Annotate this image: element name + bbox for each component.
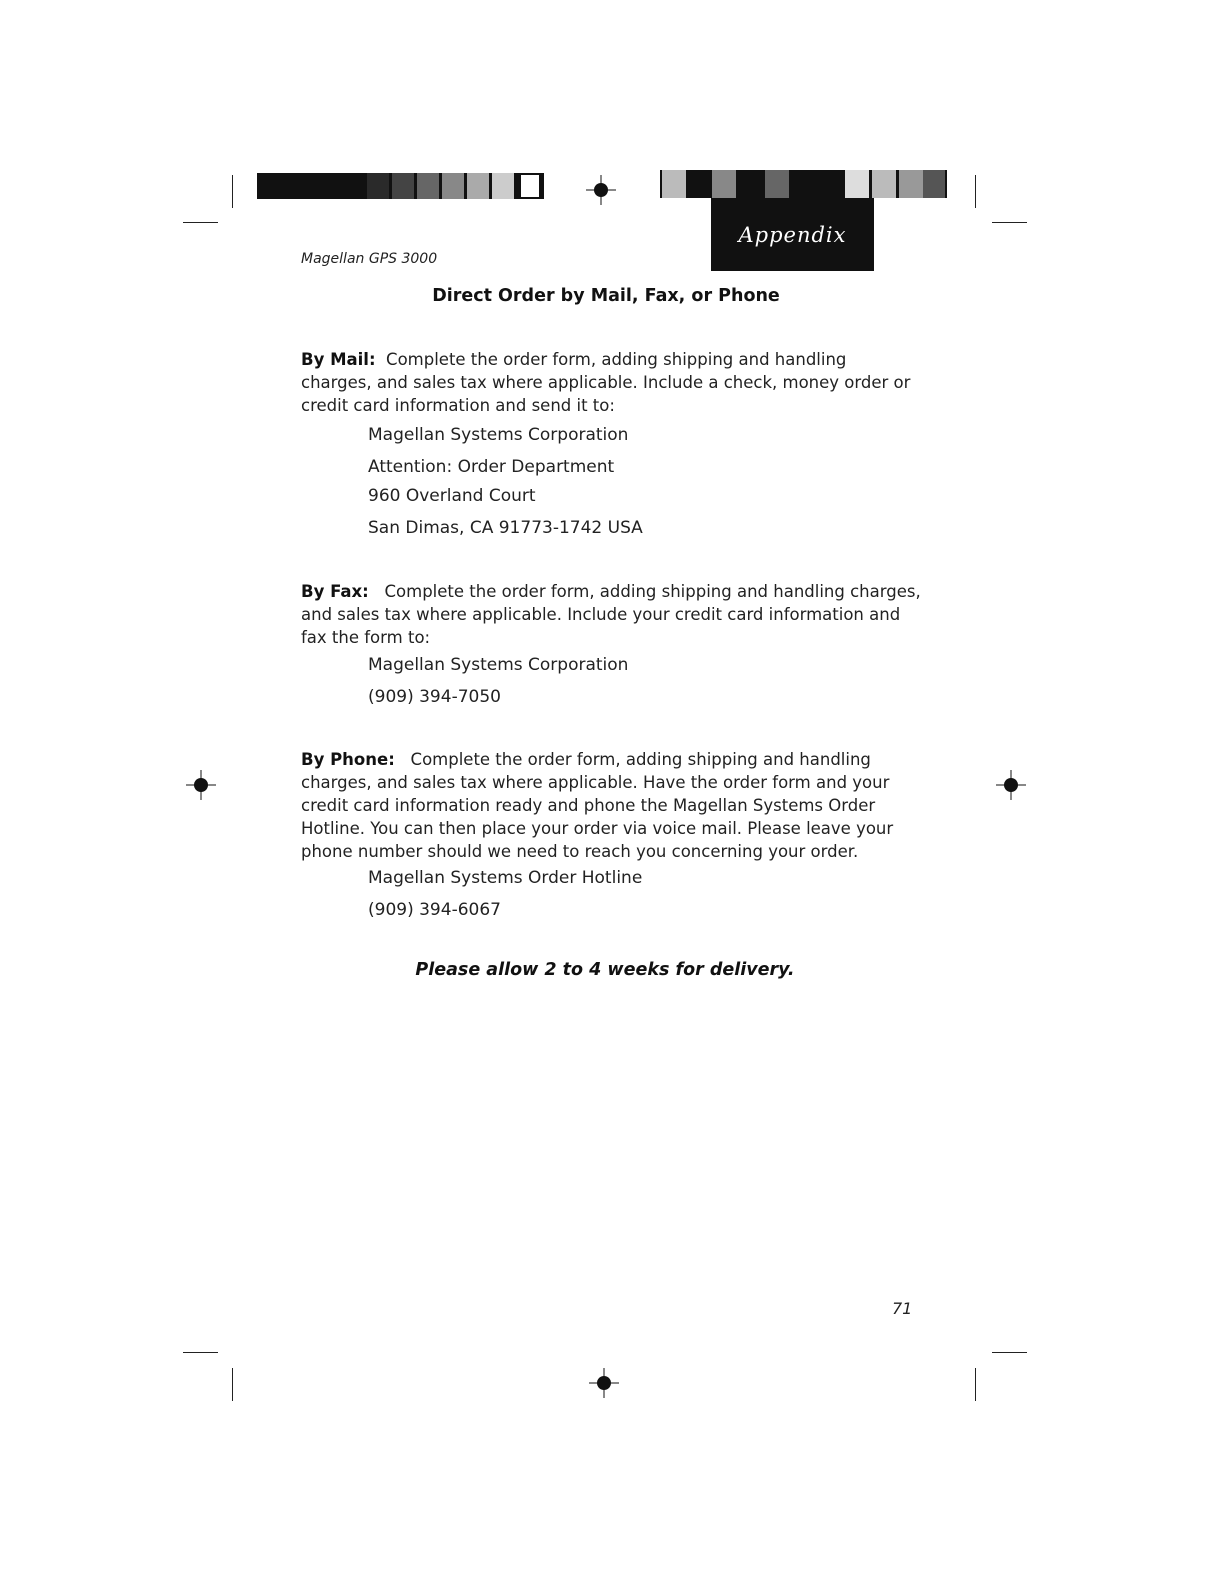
fax-contact-line: Magellan Systems Corporation (368, 655, 629, 675)
mail-address-line: Attention: Order Department (368, 457, 615, 477)
phone-label: By Phone: (301, 750, 395, 769)
page-number: 71 (892, 1299, 913, 1318)
mail-address-line: Magellan Systems Corporation (368, 425, 629, 445)
phone-contact-line: (909) 394-6067 (368, 900, 501, 920)
registration-mark-icon (186, 770, 216, 800)
crop-mark-bottom-right-vertical (975, 1368, 976, 1401)
mail-paragraph (301, 348, 921, 417)
manual-title: Magellan GPS 3000 (301, 251, 438, 267)
crop-mark-top-right-vertical (975, 175, 976, 208)
header-density-bar-right (660, 170, 947, 198)
phone-contact-line: Magellan Systems Order Hotline (368, 868, 643, 888)
crop-mark-bottom-right-horizontal (992, 1352, 1027, 1353)
phone-paragraph (301, 748, 901, 863)
mail-text: Complete the order form, adding shipping and handling charges, and sales tax where applicable. Include a check, money order or credit card information and send it to: (301, 350, 911, 415)
fax-paragraph (301, 580, 921, 649)
crop-mark-top-right-horizontal (992, 222, 1027, 223)
fax-label: By Fax: (301, 582, 369, 601)
mail-address-line: San Dimas, CA 91773-1742 USA (368, 518, 643, 538)
page-heading: Direct Order by Mail, Fax, or Phone (432, 286, 780, 306)
section-tab (711, 198, 874, 271)
delivery-note: Please allow 2 to 4 weeks for delivery. (415, 960, 795, 980)
crop-mark-top-left-vertical (232, 175, 233, 208)
mail-label: By Mail: (301, 350, 376, 369)
registration-mark-icon (589, 1368, 619, 1398)
section-tab-label: Appendix (738, 222, 847, 247)
phone-text: Complete the order form, adding shipping and handling charges, and sales tax where applicable. Have the order form and your credit card information ready and phone the Magellan Systems Order Hotline. You can then place your order via voice mail. Please leave your phone number should we need to reach you concerning your order. (301, 750, 894, 861)
header-density-bar-left (257, 173, 544, 199)
registration-mark-icon (996, 770, 1026, 800)
fax-text: Complete the order form, adding shipping and handling charges, and sales tax where applicable. Include your credit card information and fax the form to: (301, 582, 921, 647)
fax-contact-line: (909) 394-7050 (368, 687, 501, 707)
crop-mark-bottom-left-vertical (232, 1368, 233, 1401)
registration-mark-icon (586, 175, 616, 205)
crop-mark-bottom-left-horizontal (183, 1352, 218, 1353)
mail-address-line: 960 Overland Court (368, 486, 536, 506)
crop-mark-top-left-horizontal (183, 222, 218, 223)
